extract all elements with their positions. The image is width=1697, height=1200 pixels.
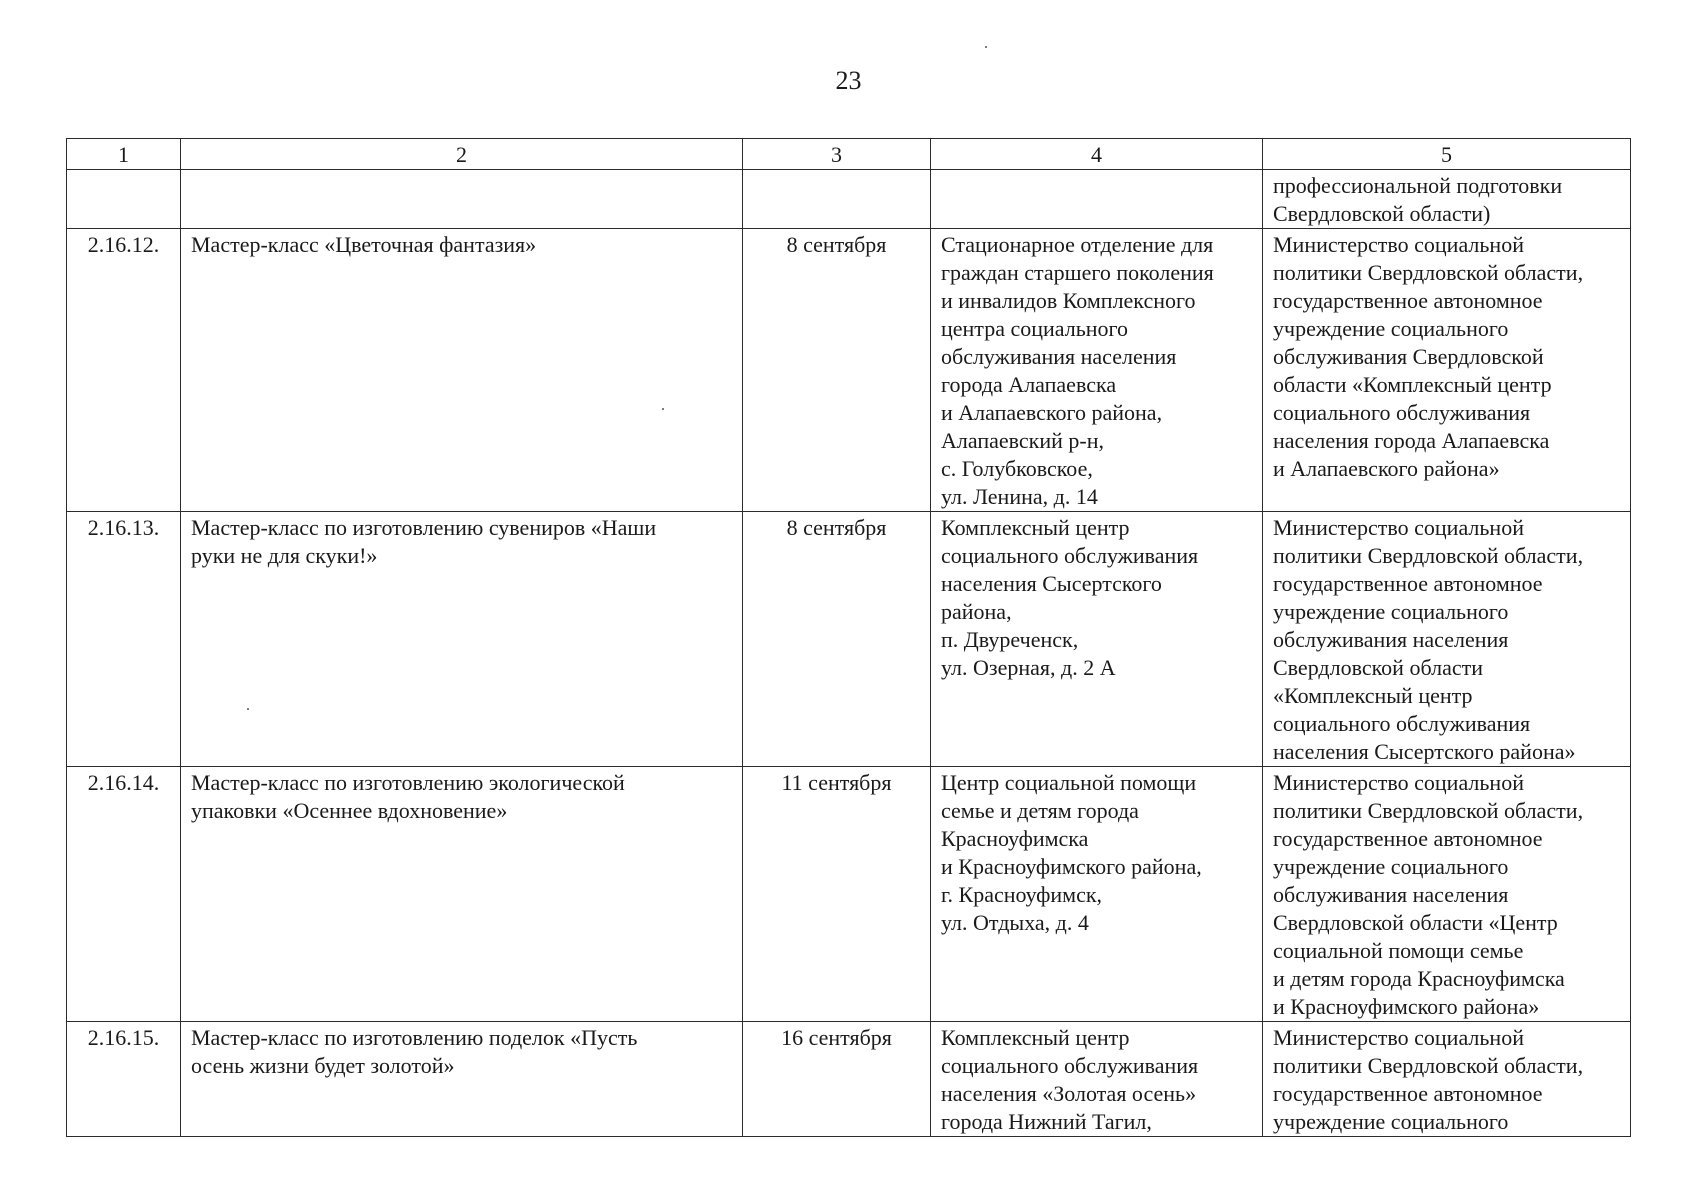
event-title-cell <box>181 1022 743 1137</box>
event-title-line: Мастер-класс по изготовлению сувениров «Наши <box>191 515 657 540</box>
venue-line: ул. Ленина, д. 14 <box>941 484 1098 509</box>
organizers-line: государственное автономное <box>1273 288 1543 313</box>
scan-speck <box>985 46 987 48</box>
venue-line: Центр социальной помощи <box>941 770 1197 795</box>
organizers-line: Свердловской области «Центр <box>1273 910 1558 935</box>
row-number: 2.16.14. <box>67 767 181 1022</box>
event-title-line: упаковки «Осеннее вдохновение» <box>191 798 508 823</box>
venue-line: г. Красноуфимск, <box>941 882 1103 907</box>
organizers-line: обслуживания населения <box>1273 627 1509 652</box>
venue-line: социального обслуживания <box>941 1053 1199 1078</box>
column-header: 4 <box>931 139 1263 170</box>
event-date: 8 сентября <box>743 229 931 512</box>
venue-line: города Алапаевска <box>941 372 1117 397</box>
organizers-line: и Красноуфимского района» <box>1273 994 1540 1019</box>
organizers-line: социальной помощи семье <box>1273 938 1524 963</box>
organizers-line: государственное автономное <box>1273 826 1543 851</box>
table-row <box>67 229 1631 512</box>
venue-line: Комплексный центр <box>941 515 1130 540</box>
organizers-line: политики Свердловской области, <box>1273 543 1584 568</box>
organizers-line: и детям города Красноуфимска <box>1273 966 1565 991</box>
column-header: 2 <box>181 139 743 170</box>
event-date: 11 сентября <box>743 767 931 1022</box>
organizers-line: учреждение социального <box>1273 599 1509 624</box>
column-header: 1 <box>67 139 181 170</box>
venue-line: обслуживания населения <box>941 344 1177 369</box>
venue-cell <box>931 1022 1263 1137</box>
event-title-line: Мастер-класс по изготовлению экологической <box>191 770 625 795</box>
events-table <box>66 138 1631 1137</box>
organizers-line: политики Свердловской области, <box>1273 260 1584 285</box>
venue-line: населения «Золотая осень» <box>941 1081 1197 1106</box>
venue-line: населения Сысертского <box>941 571 1162 596</box>
column-number-header-row <box>67 139 1631 170</box>
venue-line: с. Голубковское, <box>941 456 1093 481</box>
organizers-line: «Комплексный центр <box>1273 683 1473 708</box>
venue-line: района, <box>941 599 1012 624</box>
venue-line: Комплексный центр <box>941 1025 1130 1050</box>
venue-line: ул. Озерная, д. 2 А <box>941 655 1116 680</box>
event-title-line: осень жизни будет золотой» <box>191 1053 455 1078</box>
venue-cell <box>931 229 1263 512</box>
column-header: 3 <box>743 139 931 170</box>
organizers-cell <box>1263 767 1631 1022</box>
venue-line: семье и детям города <box>941 798 1139 823</box>
column-header: 5 <box>1263 139 1631 170</box>
organizers-line: населения Сысертского района» <box>1273 739 1576 764</box>
organizers-line: Свердловской области <box>1273 655 1483 680</box>
venue-line: города Нижний Тагил, <box>941 1109 1152 1134</box>
organizers-line: политики Свердловской области, <box>1273 798 1584 823</box>
organizers-line: Министерство социальной <box>1273 515 1524 540</box>
organizers-cell <box>1263 229 1631 512</box>
table-row <box>67 512 1631 767</box>
venue-line: Алапаевский р-н, <box>941 428 1105 453</box>
empty-cell <box>931 170 1263 229</box>
organizers-line: области «Комплексный центр <box>1273 372 1552 397</box>
organizers-line: Министерство социальной <box>1273 232 1524 257</box>
organizers-line: Министерство социальной <box>1273 1025 1524 1050</box>
venue-line: п. Двуреченск, <box>941 627 1079 652</box>
organizers-line: социального обслуживания <box>1273 400 1531 425</box>
venue-line: и Красноуфимского района, <box>941 854 1202 879</box>
event-title-cell <box>181 512 743 767</box>
empty-cell <box>67 170 181 229</box>
organizers-line: политики Свердловской области, <box>1273 1053 1584 1078</box>
organizers-line: Министерство социальной <box>1273 770 1524 795</box>
table-row <box>67 1022 1631 1137</box>
event-title-line: руки не для скуки!» <box>191 543 378 568</box>
event-date: 16 сентября <box>743 1022 931 1137</box>
organizers-line: государственное автономное <box>1273 571 1543 596</box>
organizers-cell <box>1263 512 1631 767</box>
empty-cell <box>181 170 743 229</box>
empty-cell <box>743 170 931 229</box>
row-number: 2.16.15. <box>67 1022 181 1137</box>
venue-line: Красноуфимска <box>941 826 1089 851</box>
organizers-line: учреждение социального <box>1273 316 1509 341</box>
page-number: 23 <box>835 66 862 95</box>
venue-line: центра социального <box>941 316 1128 341</box>
event-title-cell <box>181 767 743 1022</box>
venue-line: и Алапаевского района, <box>941 400 1163 425</box>
venue-cell <box>931 512 1263 767</box>
organizers-line: социального обслуживания <box>1273 711 1531 736</box>
event-title-line: Мастер-класс по изготовлению поделок «Пусть <box>191 1025 638 1050</box>
organizers-line: обслуживания населения <box>1273 882 1509 907</box>
continuation-row <box>67 170 1631 229</box>
organizers-line: и Алапаевского района» <box>1273 456 1500 481</box>
organizers-line: учреждение социального <box>1273 854 1509 879</box>
venue-cell <box>931 767 1263 1022</box>
event-date: 8 сентября <box>743 512 931 767</box>
row-number: 2.16.12. <box>67 229 181 512</box>
venue-line: ул. Отдыха, д. 4 <box>941 910 1089 935</box>
venue-line: и инвалидов Комплексного <box>941 288 1196 313</box>
row-number: 2.16.13. <box>67 512 181 767</box>
venue-line: социального обслуживания <box>941 543 1199 568</box>
organizers-line: государственное автономное <box>1273 1081 1543 1106</box>
organizers-line: профессиональной подготовки <box>1273 173 1563 198</box>
organizers-cell <box>1263 170 1631 229</box>
venue-line: Стационарное отделение для <box>941 232 1214 257</box>
organizers-line: обслуживания Свердловской <box>1273 344 1544 369</box>
organizers-line: населения города Алапаевска <box>1273 428 1550 453</box>
organizers-cell <box>1263 1022 1631 1137</box>
organizers-line: учреждение социального <box>1273 1109 1509 1134</box>
event-title-line: Мастер-класс «Цветочная фантазия» <box>191 232 537 257</box>
table-row <box>67 767 1631 1022</box>
organizers-line: Свердловской области) <box>1273 201 1491 226</box>
event-title-cell <box>181 229 743 512</box>
venue-line: граждан старшего поколения <box>941 260 1214 285</box>
